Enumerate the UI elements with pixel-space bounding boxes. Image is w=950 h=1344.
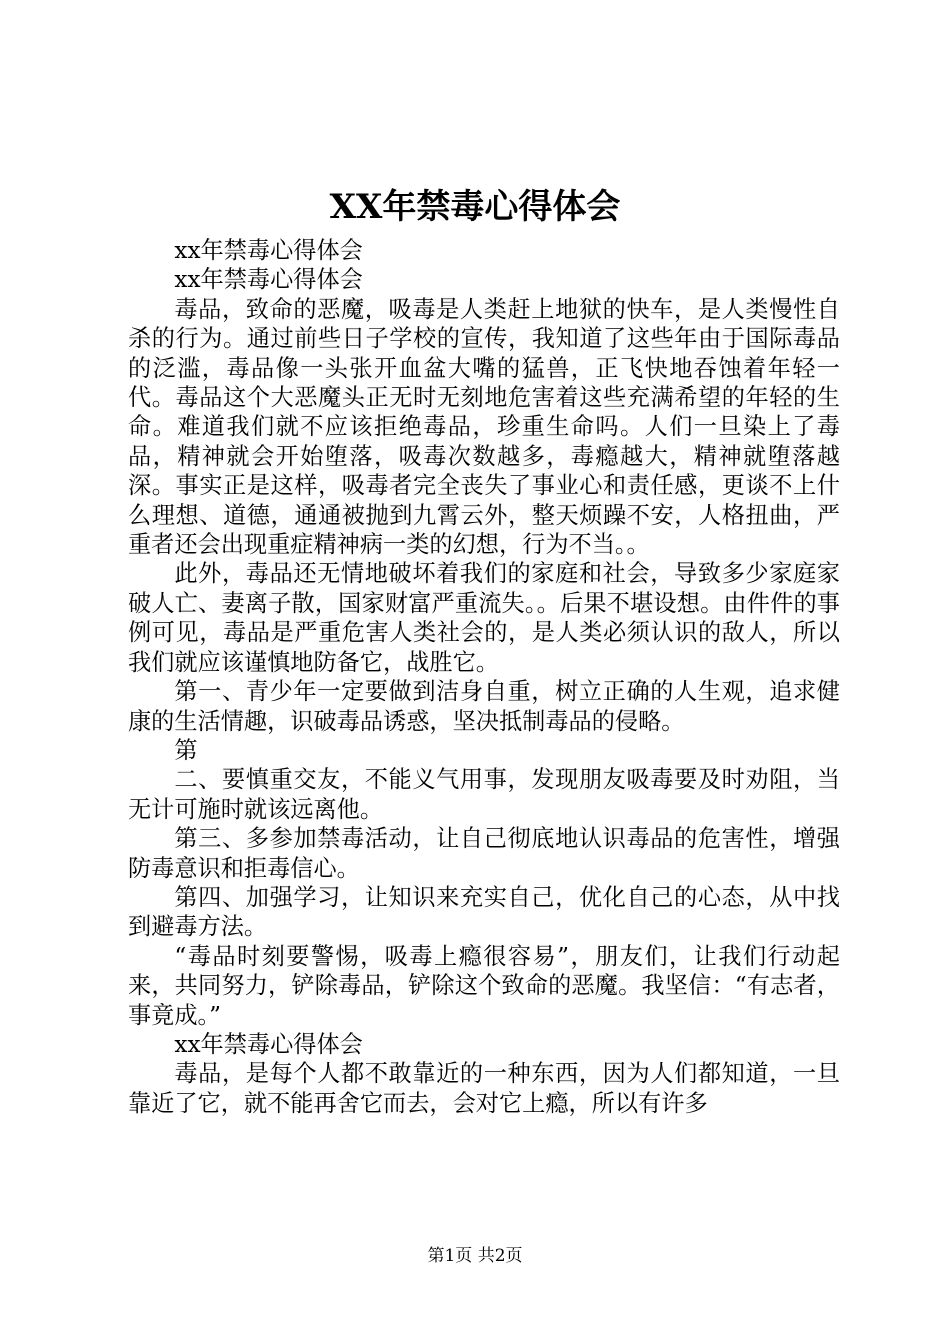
paragraph-conclusion: “毒品时刻要警惕，吸毒上瘾很容易”，朋友们，让我们行动起来，共同努力，铲除毒品，铲除这个致命的恶魔。我坚信：“有志者，事竟成。” [128, 942, 840, 1029]
paragraph-point-2-prefix: 第 [174, 736, 198, 764]
document-title: XX年禁毒心得体会 [329, 187, 621, 227]
paragraph-subtitle-2: xx年禁毒心得体会 [174, 266, 363, 294]
paragraph-point-2: 二、要慎重交友，不能义气用事，发现朋友吸毒要及时劝阻，当无计可施时就该远离他。 [128, 766, 840, 823]
paragraph-point-3: 第三、多参加禁毒活动，让自己彻底地认识毒品的危害性，增强防毒意识和拒毒信心。 [128, 825, 840, 882]
page-footer: 第1页 共2页 [427, 1246, 523, 1266]
paragraph-point-1: 第一、青少年一定要做到洁身自重，树立正确的人生观，追求健康的生活情趣，识破毒品诱惑，坚决抵制毒品的侵略。 [128, 678, 840, 735]
paragraph-point-4: 第四、加强学习，让知识来充实自己，优化自己的心态，从中找到避毒方法。 [128, 883, 840, 941]
paragraph-subtitle-1: xx年禁毒心得体会 [174, 237, 363, 264]
paragraph-intro: 毒品，致命的恶魔，吸毒是人类赶上地狱的快车，是人类慢性自杀的行为。通过前些日子学校的宣传，我知道了这些年由于国际毒品的泛滥，毒品像一头张开血盆大嘴的猛兽，正飞快地吞蚀着年轻一代。毒品这个大恶魔头正无时无刻地危害着这些充满希望的年轻的生命。难道我们就不应该拒绝毒品，珍重生命吗。人们一旦染上了毒品，精神就会开始堕落，吸毒次数越多，毒瘾越大，精神就堕落越深。事实正是这样，吸毒者完全丧失了事业心和责任感，更谈不上什么理想、道德，通通被抛到九霄云外，整天烦躁不安，人格扭曲，严重者还会出现重症精神病一类的幻想，行为不当。。 [128, 295, 840, 559]
paragraph-second-essay: 毒品，是每个人都不敢靠近的一种东西，因为人们都知道，一旦靠近了它，就不能再舍它而去，会对它上瘾，所以有许多 [128, 1060, 840, 1117]
paragraph-subtitle-3: xx年禁毒心得体会 [174, 1030, 363, 1058]
document-body [128, 236, 840, 1118]
paragraph-society: 此外，毒品还无情地破坏着我们的家庭和社会，导致多少家庭家破人亡、妻离子散，国家财富严重流失。。后果不堪设想。由件件的事例可见，毒品是严重危害人类社会的，是人类必须认识的敌人，所以我们就应该谨慎地防备它，战胜它。 [128, 560, 840, 676]
